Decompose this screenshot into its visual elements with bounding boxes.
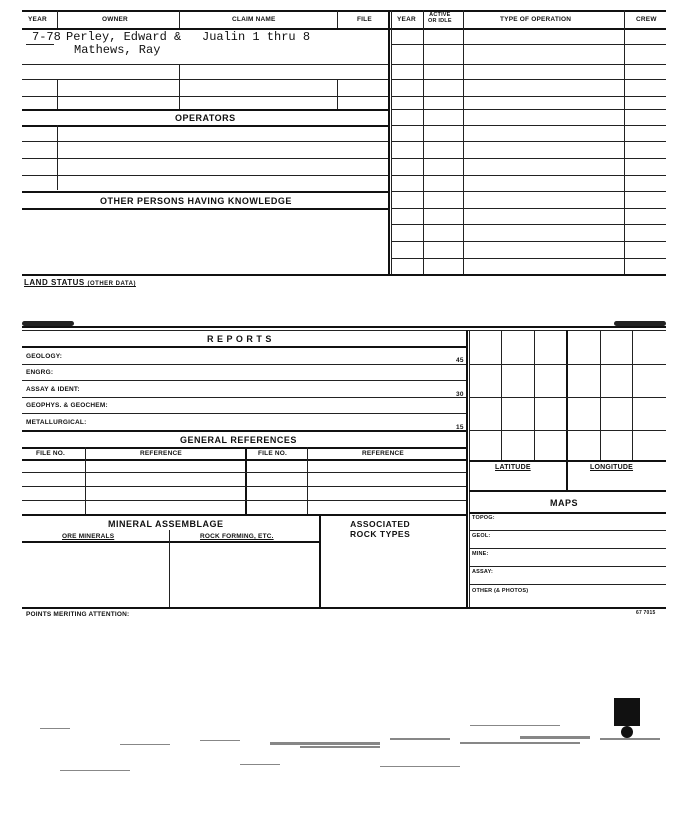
header-active-line1: ACTIVE <box>429 12 451 18</box>
operators-title: OPERATORS <box>175 113 236 123</box>
header-active-line2: OR IDLE <box>428 18 452 24</box>
entry-owner-line1: Perley, Edward & <box>66 30 182 44</box>
ref-col-reference-2: REFERENCE <box>362 450 404 457</box>
header-file: FILE <box>357 16 372 23</box>
report-assay: ASSAY & IDENT: <box>26 386 80 393</box>
maps-topog: TOPOG: <box>472 515 495 521</box>
ref-col-file-no-2: FILE NO. <box>258 450 288 457</box>
latitude-label: LATITUDE <box>495 464 531 471</box>
header-claim-name: CLAIM NAME <box>232 16 276 23</box>
rock-forming-label: ROCK FORMING, ETC. <box>200 533 274 540</box>
maps-geol: GEOL: <box>472 533 491 539</box>
entry-claim: Jualin 1 thru 8 <box>202 30 311 44</box>
header-crew: CREW <box>636 16 657 23</box>
ref-col-file-no-1: FILE NO. <box>36 450 66 457</box>
report-metallurgical: METALLURGICAL: <box>26 419 87 426</box>
reports-title: R E P O R T S <box>207 334 272 344</box>
land-status-label: LAND STATUS (OTHER DATA) <box>24 278 136 287</box>
report-metallurgical-num: 15 <box>456 424 464 431</box>
maps-mine: MINE: <box>472 551 489 557</box>
report-geophys: GEOPHYS. & GEOCHEM: <box>26 402 108 409</box>
punch-hole-mark <box>621 726 633 738</box>
black-registration-mark <box>614 698 640 726</box>
maps-other: OTHER (& PHOTOS) <box>472 588 529 594</box>
general-references-title: GENERAL REFERENCES <box>180 435 297 445</box>
ref-col-reference-1: REFERENCE <box>140 450 182 457</box>
ore-minerals-label: ORE MINERALS <box>62 533 115 540</box>
knowledge-title: OTHER PERSONS HAVING KNOWLEDGE <box>100 196 292 206</box>
associated-rock-types <box>350 519 410 539</box>
report-engrg: ENGRG: <box>26 369 54 376</box>
header-year-2: YEAR <box>397 16 416 23</box>
report-geology: GEOLOGY: <box>26 353 63 360</box>
header-type-of-operation: TYPE OF OPERATION <box>500 16 572 23</box>
header-year: YEAR <box>28 16 47 23</box>
points-meriting-attention: POINTS MERITING ATTENTION: <box>26 611 130 618</box>
form-number: 67 7015 <box>636 610 656 616</box>
report-geology-num: 45 <box>456 357 464 364</box>
header-active <box>428 12 452 24</box>
maps-assay: ASSAY: <box>472 569 494 575</box>
report-assay-num: 30 <box>456 391 464 398</box>
longitude-label: LONGITUDE <box>590 464 634 471</box>
maps-title: MAPS <box>550 498 579 508</box>
mineral-assemblage-title: MINERAL ASSEMBLAGE <box>108 519 224 529</box>
smear-noise <box>40 725 660 771</box>
entry-owner-line2: Mathews, Ray <box>74 43 161 57</box>
entry-year: 7-78 <box>32 30 61 44</box>
associated-line2: ROCK TYPES <box>350 529 411 539</box>
associated-line1: ASSOCIATED <box>350 519 411 529</box>
header-owner: OWNER <box>102 16 128 23</box>
